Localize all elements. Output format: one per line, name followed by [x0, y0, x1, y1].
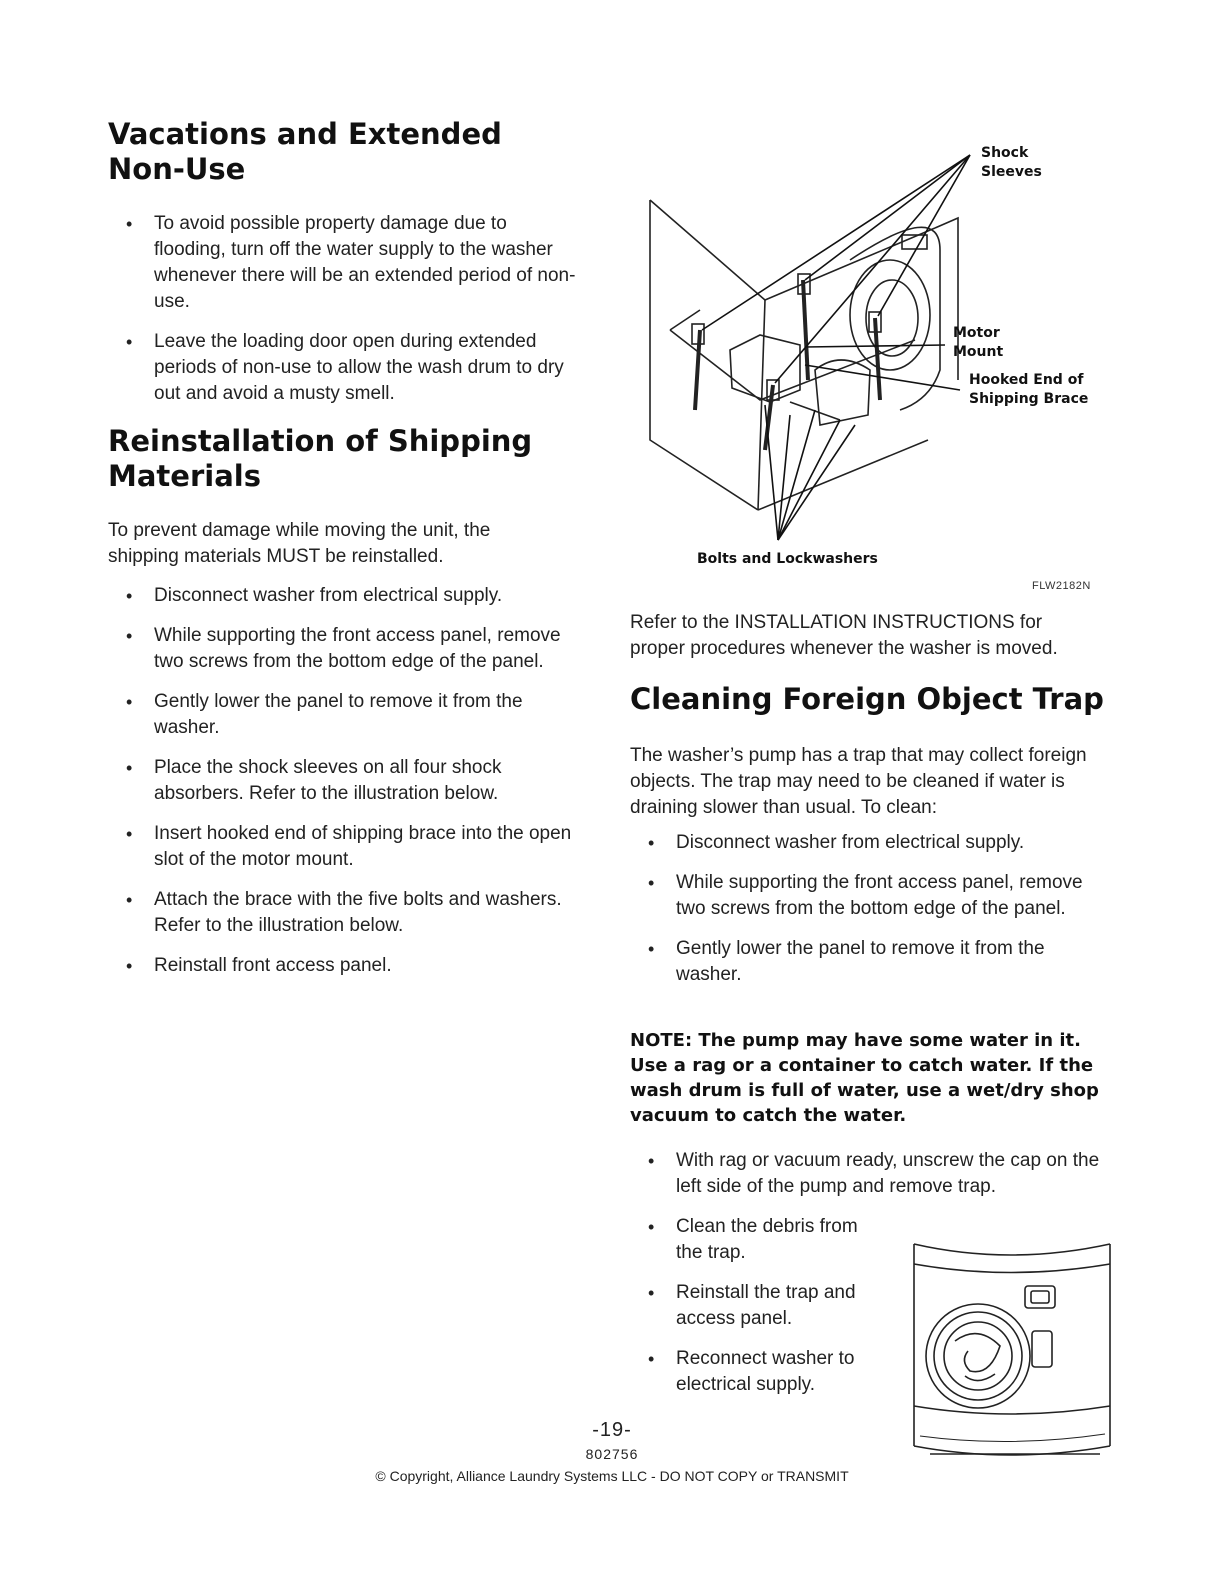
list-item: • Disconnect washer from electrical supply. [108, 583, 578, 609]
list-item: • To avoid possible property damage due to flooding, turn off the water supply to the washer whenever there will be an extended period of non-use. [108, 211, 583, 315]
label-hooked-line2: Shipping Brace [969, 391, 1089, 407]
doc-number: 802756 [585, 1446, 639, 1462]
vacations-heading-line2: Non-Use [108, 152, 246, 187]
reinstallation-heading-line2: Materials [108, 459, 261, 494]
reinstallation-intro: To prevent damage while moving the unit, the shipping materials MUST be reinstalled. [108, 520, 491, 567]
refer-instructions-text: Refer to the INSTALLATION INSTRUCTIONS for proper procedures whenever the washer is moved. [630, 612, 1058, 659]
label-shock-line1: Shock [981, 145, 1029, 161]
list-item: • While supporting the front access panel, remove two screws from the bottom edge of the panel. [108, 623, 578, 675]
label-motor-mount [953, 324, 1003, 362]
list-item: • Clean the debris from the trap. [630, 1214, 876, 1266]
list-item: • Leave the loading door open during extended periods of non-use to allow the wash drum to dry out and avoid a musty smell. [108, 329, 583, 407]
shipping-materials-illustration [640, 140, 1090, 570]
list-item: • Gently lower the panel to remove it from the washer. [630, 936, 1100, 988]
pump-water-note: NOTE: The pump may have some water in it. Use a rag or a container to catch water. If the wash drum is full of water, use a wet/dry shop vacuum to catch the water. [630, 1030, 1099, 1126]
vacations-heading [108, 117, 502, 188]
label-hooked-end [969, 371, 1088, 409]
list-item: • Gently lower the panel to remove it from the washer. [108, 689, 578, 741]
list-item: • While supporting the front access panel, remove two screws from the bottom edge of the panel. [630, 870, 1100, 922]
figure-code: FLW2182N [1032, 580, 1091, 592]
reinstallation-heading-line1: Reinstallation of Shipping [108, 424, 533, 458]
label-shock-sleeves [981, 144, 1042, 182]
list-item: • Insert hooked end of shipping brace into the open slot of the motor mount. [108, 821, 578, 873]
label-shock-line2: Sleeves [981, 164, 1042, 180]
list-item: • Place the shock sleeves on all four shock absorbers. Refer to the illustration below. [108, 755, 578, 807]
label-hooked-line1: Hooked End of [969, 372, 1084, 388]
cleaning-intro: The washer’s pump has a trap that may collect foreign objects. The trap may need to be cleaned if water is draining slower than usual. To clean: [630, 745, 1087, 818]
label-motor-line1: Motor [953, 325, 1000, 341]
list-item: • Reinstall front access panel. [108, 953, 578, 979]
label-bolts-lockwashers: Bolts and Lockwashers [697, 551, 878, 567]
cleaning-list [630, 830, 1100, 1002]
cleaning-heading: Cleaning Foreign Object Trap [630, 682, 1104, 716]
reinstallation-heading [108, 424, 532, 495]
list-item: • Disconnect washer from electrical supply. [630, 830, 1100, 856]
vacations-list [108, 211, 583, 421]
reinstallation-list [108, 583, 578, 993]
label-motor-line2: Mount [953, 344, 1004, 360]
list-item: • With rag or vacuum ready, unscrew the cap on the left side of the pump and remove trap. [630, 1148, 1105, 1200]
list-item: • Attach the brace with the five bolts and washers. Refer to the illustration below. [108, 887, 578, 939]
list-item: • Reinstall the trap and access panel. [630, 1280, 876, 1332]
list-item: • Reconnect washer to electrical supply. [630, 1346, 876, 1398]
vacations-heading-line1: Vacations and Extended [108, 117, 502, 151]
copyright-notice: © Copyright, Alliance Laundry Systems LLC - DO NOT COPY or TRANSMIT [375, 1468, 849, 1484]
page-number: -19- [592, 1419, 632, 1441]
